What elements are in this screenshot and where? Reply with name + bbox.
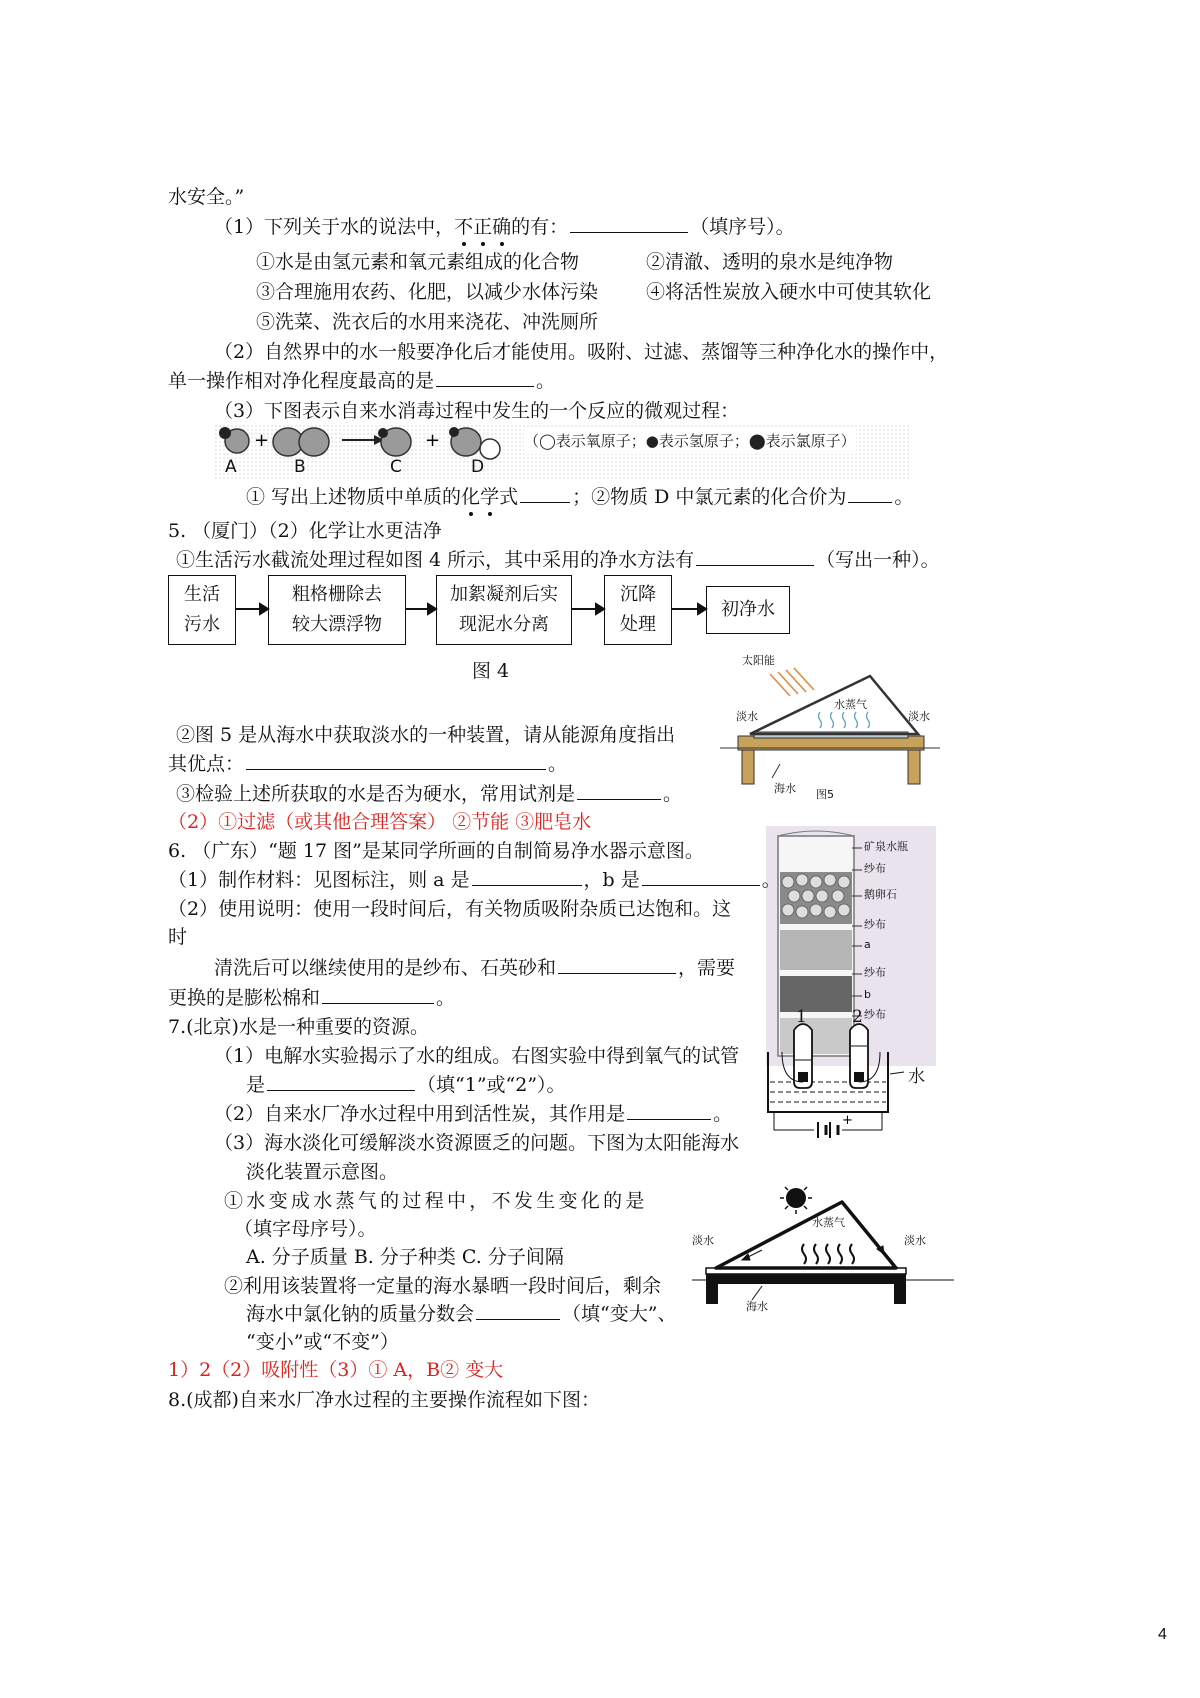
- filter-label: 纱布: [864, 1008, 886, 1021]
- flow-text: 加絮凝剂后实: [450, 584, 558, 605]
- answer-blank[interactable]: [472, 867, 582, 886]
- filter-label: 矿泉水瓶: [864, 840, 908, 853]
- fig5-vapor-label: 水蒸气: [834, 698, 867, 711]
- question-7-1b: [246, 1072, 566, 1098]
- question-3-answer: [246, 484, 913, 510]
- option-2: ②清澈、透明的泉水是纯净物: [646, 251, 894, 273]
- figure-5: [720, 654, 940, 802]
- question-2: （2）自然界中的水一般要净化后才能使用。吸附、过滤、蒸馏等三种净化水的操作中，: [214, 341, 949, 363]
- q5-text: （写出一种）。: [816, 549, 940, 571]
- option-1: ①水是由氢元素和氧元素组成的化合物: [256, 251, 580, 273]
- question-6-1: [168, 867, 781, 893]
- question-7-1: （1）电解水实验揭示了水的组成。右图实验中得到氧气的试管: [214, 1045, 740, 1067]
- q2-text: 。: [536, 370, 556, 392]
- q3-text: 式: [499, 486, 519, 508]
- emphasis-char: 正: [473, 216, 493, 238]
- q3-text: 。: [894, 486, 914, 508]
- emphasis-char: 确: [492, 216, 512, 238]
- question-7-3: （3）海水淡化可缓解淡水资源匮乏的问题。下图为太阳能海水: [214, 1132, 740, 1154]
- electrolysis-diagram: [764, 1007, 944, 1142]
- question-1: [214, 214, 795, 240]
- fig5-sea-label: 海水: [774, 782, 796, 795]
- q1-text: 的有：: [511, 216, 569, 238]
- q7-text: （填“变大”、: [562, 1303, 677, 1325]
- option-3: ③合理施用农药、化肥，以减少水体污染: [256, 281, 599, 303]
- solar-still-diagram: [692, 1186, 954, 1336]
- label-c: C: [390, 457, 402, 477]
- answer-blank[interactable]: [558, 955, 676, 974]
- question-5-2-cont: [168, 751, 567, 777]
- q6-text: ，需要: [678, 957, 736, 979]
- text-line: 水安全。”: [168, 186, 245, 208]
- answer-7: 1）2（2）吸附性（3）① A，B② 变大: [168, 1359, 504, 1381]
- question-7-3b: 淡化装置示意图。: [246, 1161, 399, 1183]
- arrow-right-icon: [428, 604, 436, 614]
- q7-text: 。: [713, 1103, 733, 1125]
- answer-blank[interactable]: [848, 484, 892, 503]
- q7-text: 是: [246, 1074, 266, 1096]
- arrow-right-icon: [260, 604, 268, 614]
- q5-text: ①生活污水截流处理过程如图 4 所示，其中采用的净水方法有: [176, 549, 695, 571]
- question-3: （3）下图表示自来水消毒过程中发生的一个反应的微观过程：: [214, 400, 740, 422]
- emphasis-char: 学: [480, 486, 500, 508]
- filter-label-a: a: [864, 938, 871, 951]
- sun-icon: [780, 1186, 812, 1214]
- arrow-right-icon: [596, 604, 604, 614]
- solar-still-2-svg: [692, 1186, 954, 1336]
- flow-text: 生活: [184, 584, 220, 605]
- question-7-3c: ①水变成水蒸气的过程中，不发生变化的是: [224, 1190, 648, 1212]
- label-d: D: [471, 457, 485, 477]
- emphasis-char: 不: [454, 216, 474, 238]
- question-7-3f: [246, 1301, 676, 1327]
- fig5-left-label: 淡水: [736, 710, 758, 723]
- option-4: ④将活性炭放入硬水中可使其软化: [646, 281, 932, 303]
- option-5: ⑤洗菜、洗衣后的水用来浇花、冲洗厕所: [256, 311, 599, 333]
- question-5-1: [176, 547, 940, 573]
- flow-text: 沉降: [620, 584, 656, 605]
- q5-text: ③检验上述所获取的水是否为硬水，常用试剂是: [176, 783, 576, 805]
- q7-text: （填“1”或“2”）。: [417, 1074, 566, 1096]
- q2-text: 单一操作相对净化程度最高的是: [168, 370, 435, 392]
- question-8: 8.(成都)自来水厂净水过程的主要操作流程如下图：: [168, 1389, 600, 1411]
- tube-1-label: 1: [796, 1007, 807, 1027]
- fig5-sun-label: 太阳能: [742, 654, 775, 667]
- fig5-right-label: 淡水: [908, 710, 930, 723]
- page-number: 4: [1158, 1626, 1167, 1643]
- q5-text: 。: [663, 783, 683, 805]
- question-6-2c: [214, 955, 735, 981]
- solar-vapor-label: 水蒸气: [812, 1216, 845, 1229]
- q3-text: ；②物质 D 中氯元素的化合价为: [572, 486, 847, 508]
- question-5-2: ②图 5 是从海水中获取淡水的一种装置，请从能源角度指出: [176, 724, 676, 746]
- flow-text: 粗格栅除去: [292, 584, 382, 605]
- answer-blank[interactable]: [476, 1301, 560, 1320]
- filter-label: 纱布: [864, 966, 886, 979]
- flow-text: 污水: [184, 614, 220, 635]
- label-a: A: [225, 457, 237, 477]
- answer-blank[interactable]: [520, 484, 570, 503]
- question-2-cont: [168, 368, 555, 394]
- svg-text:+: +: [842, 1113, 853, 1128]
- answer-blank[interactable]: [627, 1101, 711, 1120]
- question-7-3-options: A. 分子质量 B. 分子种类 C. 分子间隔: [246, 1246, 564, 1268]
- arrow-right-icon: [698, 604, 706, 614]
- flow-box-result: [706, 586, 790, 634]
- label-b: B: [294, 457, 306, 477]
- question-7-3g: “变小”或“不变”）: [246, 1331, 399, 1353]
- reaction-legend: （◯表示氧原子；●表示氢原子；⬤表示氯原子）: [524, 428, 856, 454]
- q3-text: ① 写出上述物质中单质的: [246, 486, 462, 508]
- answer-blank[interactable]: [570, 214, 688, 233]
- q6-text: 。: [436, 987, 456, 1009]
- flow-text: 初净水: [721, 599, 775, 620]
- svg-text:+: +: [425, 430, 441, 451]
- solar-right-label: 淡水: [904, 1234, 926, 1247]
- q6-text: （1）制作材料：见图标注，则 a 是: [168, 869, 470, 891]
- question-5-3: [176, 781, 682, 807]
- solar-left-label: 淡水: [692, 1234, 714, 1247]
- fig5-caption: 图5: [816, 788, 834, 801]
- q5-text: 。: [548, 753, 568, 775]
- q1-text: （填序号）。: [690, 216, 795, 238]
- emphasis-char: 化: [461, 486, 481, 508]
- q1-text: （1）下列关于水的说法中，: [214, 216, 455, 238]
- svg-text:+: +: [254, 430, 270, 451]
- flow-text: 较大漂浮物: [292, 614, 382, 635]
- answer-blank[interactable]: [246, 751, 546, 770]
- filter-label: 鹅卵石: [864, 888, 897, 901]
- flow-text: 处理: [620, 614, 656, 635]
- tube-2-label: 2: [852, 1007, 863, 1027]
- flow-arrows: [234, 598, 708, 622]
- filter-label: 纱布: [864, 862, 886, 875]
- q7-text: 海水中氯化钠的质量分数会: [246, 1303, 475, 1325]
- solar-sea-label: 海水: [746, 1300, 768, 1313]
- water-label: 水: [908, 1067, 925, 1087]
- q6-text: 清洗后可以继续使用的是纱布、石英砂和: [214, 957, 557, 979]
- reaction-diagram: [214, 424, 910, 480]
- question-7: 7.(北京)水是一种重要的资源。: [168, 1016, 429, 1038]
- q6-text: 。: [761, 869, 781, 891]
- answer-blank[interactable]: [577, 781, 661, 800]
- answer-blank[interactable]: [267, 1072, 415, 1091]
- answer-blank[interactable]: [436, 368, 534, 387]
- answer-blank[interactable]: [322, 985, 434, 1004]
- flow-text: 现泥水分离: [459, 614, 549, 635]
- question-7-2: [214, 1101, 732, 1127]
- question-5: 5. （厦门）（2）化学让水更洁净: [168, 520, 442, 542]
- question-6-2d: [168, 985, 455, 1011]
- q6-text: ，b 是: [583, 869, 640, 891]
- answer-5: （2）①过滤（或其他合理答案） ②节能 ③肥皂水: [168, 811, 592, 833]
- question-6-2b: 时: [168, 926, 188, 948]
- question-7-3d: （填字母序号）。: [234, 1218, 377, 1240]
- q5-text: 其优点：: [168, 753, 245, 775]
- filter-label-b: b: [864, 988, 871, 1001]
- answer-blank[interactable]: [696, 547, 814, 566]
- question-6-2: （2）使用说明：使用一段时间后，有关物质吸附杂质已达饱和。这: [168, 898, 732, 920]
- question-7-3e: ②利用该装置将一定量的海水暴晒一段时间后，剩余: [224, 1275, 662, 1297]
- q7-text: （2）自来水厂净水过程中用到活性炭，其作用是: [214, 1103, 626, 1125]
- q6-text: 更换的是膨松棉和: [168, 987, 321, 1009]
- solar-still-svg: [720, 654, 940, 802]
- answer-blank[interactable]: [642, 867, 760, 886]
- question-6: 6. （广东）“题 17 图”是某同学所画的自制简易净水器示意图。: [168, 840, 704, 862]
- flow-box-sewage: [168, 575, 236, 645]
- figure-4-caption: 图 4: [472, 660, 510, 682]
- filter-label: 纱布: [864, 918, 886, 931]
